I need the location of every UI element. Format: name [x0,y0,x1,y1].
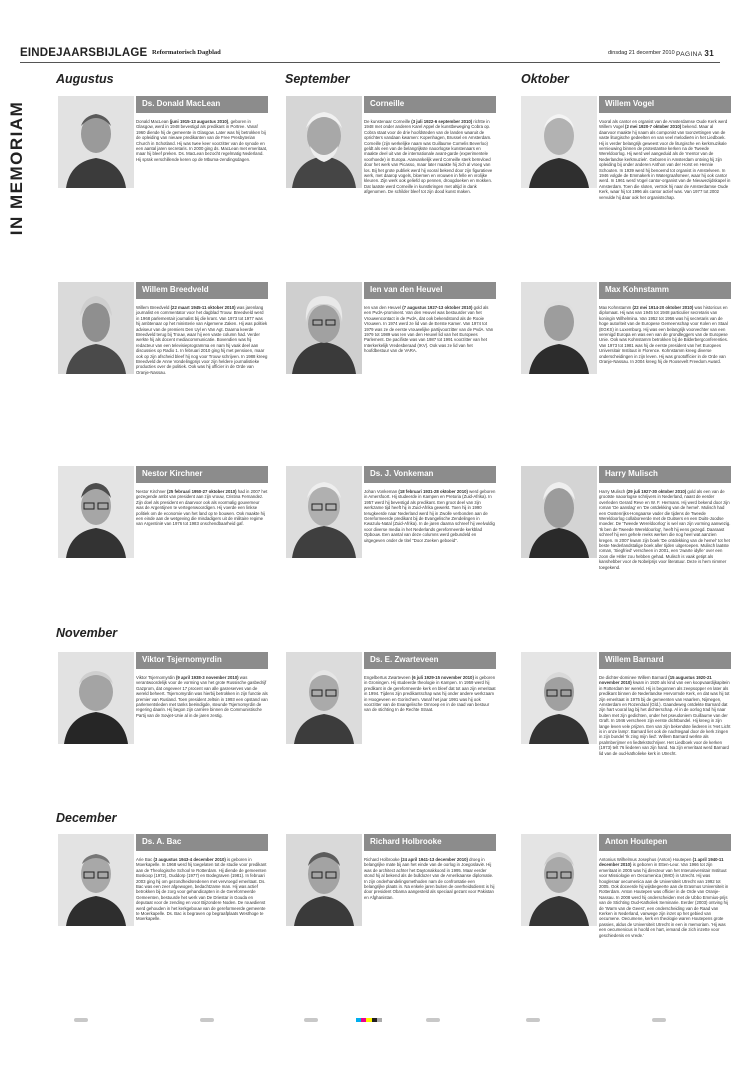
portrait-photo [521,96,597,188]
obituary-entry [286,652,496,822]
biography-text: Richard Holbrooke (24 april 1941-13 december 2010) droeg in belangrijke mate bij aan het einde van de oorlog in Joegoslavië. Hij was de architect achter het Daytonakkoord in 1995. Maar eerder stond hij al bekend als de bulldozer van de Amerikaanse diplomatie. In zijn onderhandelingsmethoden nam de confrontatie een belangrijke plaats in. Na enkele jaren buiten de overheidsdienst is hij door president Obama aangesteld als speciaal gezant voor Pakistan en Afghanistan. [364,857,495,900]
obituary-entry [521,466,731,636]
portrait-photo [521,834,597,926]
person-name: Willem Breedveld [142,285,209,294]
life-dates: (7 augustus 1927-13 oktober 2010) [402,305,473,310]
life-dates: (25 februari 1950-27 oktober 2010) [167,489,237,494]
obituary-entry [286,834,496,1004]
portrait-photo [521,466,597,558]
biography-text: Nestor Kirchner (25 februari 1950-27 oktober 2010) had in 2007 het gezegende ambt van president aan zijn vrouw, Cristina Fernandez. Zijn doel als president en daarvoor ook als voormalig gouverneur was de Argentijnen te vertegenwoordigen. Hij voerde een linkse politiek om de economie van het land op te bouwen. Ook maakte hij een einde aan de wetgeving die misdadigers uit de militaire regime van Argentinië van 1976 tot 1983 onschendbaarheid gaf. [136,489,268,527]
person-name: Richard Holbrooke [370,837,442,846]
obituary-entry [521,96,731,266]
newspaper-name: Reformatorisch Dagblad [152,49,221,56]
month-september: September [285,72,350,86]
portrait-photo [58,652,134,744]
person-name: Nestor Kirchner [142,469,203,478]
obituary-entry [286,96,496,266]
month-august: Augustus [56,72,114,86]
life-dates: (15 augustus 1920-21 november 2010) [599,675,712,686]
page-label: PAGINA [676,51,703,58]
biography-text: Willem Breedveld (22 maart 1945-11 oktober 2010) was jarenlang journalist en commentator voor het dagblad Trouw. Breedveld werd in 1968 parlementair journalist bij die krant. Van 1973 tot 1977 was hij ambtenaar op het ministerie van Algemene Zaken. Hij was politiek adviseur van de premiers Den Uyl en Van Agt. Daarna keerde Breedveld terug bij Trouw, waar hij een vaste column had. Verder werkte hij als docent mediacommunicatie. Bovendien was hij redacteur van een televisieprogramma en nam hij vaak deel aan discussies op Radio 1. In februari 2010 ging hij met pensioen, maar ook op zijn afscheid bleef hij nog voor Trouw schrijven. In 1988 kreeg Breedveld de Anne Vondelingprijs voor zijn heldere journalistieke producties over de politiek. Ook was hij officier in de Orde van Oranje-Nassau. [136,305,268,375]
portrait-photo [521,282,597,374]
life-dates: (6 juli 1929-15 november 2010) [411,675,474,680]
life-dates: (3 augustus 1943-4 december 2010) [153,857,226,862]
obituary-entry [58,834,268,1004]
person-name: Ds. E. Zwarteveen [370,655,439,664]
life-dates: (22 mei 1914-20 oktober 2010) [632,305,694,310]
biography-text: Donald MacLean (juni 1915-13 augustus 2010), geboren in Glasgow, werd in 1948 bevestigd als predikant in Portree. Vanaf 1960 diende hij de gemeente in Glasgow. Later was hij betrokken bij de opleiding van nieuwe predikanten van de Free Presbyterian Church in Schotland. Hij was twee keer voorzitter van de synode en een aantal jaren secretaris. In 2000 ging ds. MacLean met emeritaat, maar hij bleef preken. Ds. MacLean bezocht regelmatig Nederland. Hij sprak verschillende keren op de Mbuma-zendingsdagen. [136,119,268,162]
month-november: November [56,626,118,640]
color-calibration-bar [356,1018,382,1022]
obituary-entry [521,652,731,822]
person-name: Ds. A. Bac [142,837,182,846]
page-number: 31 [704,49,715,58]
life-dates: (2 mei 1920-7 oktober 2010) [625,124,682,130]
obituary-entry [521,834,731,1004]
vertical-title-text: IN MEMORIAM [7,100,26,236]
section-title: EINDEJAARSBIJLAGE [20,47,148,59]
portrait-photo [521,652,597,744]
biography-text: Harry Mulisch (29 juli 1927-30 oktober 2010) gold als een van de grootste naoorlogse schrijvers in Nederland, naast de eerder overleden Gerard Reve en W. F. Hermans. Hij werd bekend door zijn roman 'De aanslag' en 'De ontdekking van de hemel'. Mulisch had een Oostenrijks-Hongaarse vader die tijdens de Tweede Wereldoorlog collaboreerde met de Duitsers en een Duits-Joodse moeder. De 'Tweede Wereldoorlog' is wel van zijn vorming aanwezig. 'Ik ben de Tweede Wereldoorlog', heeft hij eens gezegd. Daaraast schreef hij een gehele reeks werken die nog heel wat aanzien kregen. In 2007 kwam zijn boek 'De ontdekking van de hemel' tot het beste Nederlandstalige boek aller tijden uitgeroepen. Mulisch laatste roman, 'Siegfried' verscheen in 2001, een 'zwarte idylle' over een zoon die Hitler zou hebben gehad. Mulisch is vaak getipt als kanshebber voor de Nobelprijs voor literatuur. Deze is hem nimmer toegekend. [599,489,731,570]
person-name: Ien van den Heuvel [370,285,443,294]
life-dates: (juni 1915-13 augustus 2010) [169,119,229,124]
biography-text: De dichter-dominee Willem Barnard (15 augustus 1920-21 november 2010) kwam in 1920 als kind van een koopvaardijkapitein in Rotterdam ter wereld. Hij is begonnen als zeepsopper en later als predikant binnen de Nederlandse Hervormde Kerk, en dat was hij tot zijn emeritaat in 1975 bij de gemeenten van Haarlem, Nijmegen, Amsterdam en Rozendaal (Gld.). Gaandeweg ontdekte Barnard dat zijn hart vooral lag bij het dichterschap. Al in de oorlog trad hij naar buiten met zijn gedichten, onder het pseudoniem Guillaume van der Graft. In 1946 verscheen zijn eerste dichtbundel. Hij kreeg in zijn lange leven vele prijzen. Een van zijn bekendste liederen is 'Het Licht is in onze lamp'. Barnard liet ook de nachtegaal door de kerk zingen in zijn bundel 'Ik zing mijn lied'. Willem Barnard werkte als psalmberijmer en liedtekstschrijver. Het Liedboek voor de kerken (1973) telt 76 liederen van zijn hand. Na zijn emeritaat werd Barnard lid van de oud-katholieke kerk in Utrecht. [599,675,731,756]
biography-text: Antonius Wilhelmus Josephus (Anton) Houtepen (1 april 1940-11 december 2010) is geboren in Etten-Leur. Van 1966 tot zijn emeritaat in 2005 was hij directeur van het Interuniversitair Instituut voor Missiologie en Oecumenica (IIMO) in Utrecht. Hij was hoogleraar oecumenica aan de Universiteit Utrecht van 1992 tot 2005. Ook doceerde hij wijsbegeerte aan de Erasmus Universiteit in Rotterdam. Anton Houtepen was officier in de Orde van Oranje-Nassau. In 2008 werd hij onderscheiden met de Ubbo Emmius-prijs van de Stichting Oud-Katholiek Seminarie. Eerder (2003) ontving hij de 'Warm van de Geest', een onderscheiding van de Raad van Kerken in Nederland, vanwege zijn inzet op het gebied van oecumene. Oecumene, kerk en theologie waren Houtepens grote passies, aldus de Universiteit Utrecht in een in memoriam. 'Hij was een oecumenicus in hoofd en hart, iemand die zich inzette voor geschiedenis en vrede.' [599,857,729,938]
print-registration-marks [0,1018,738,1028]
biography-text: Vooral als cantor en organist van de Amsterdamse Oude Kerk werd Willem Vogel (2 mei 1920-7 oktober 2010) bekend. Maar al daarvoor maakte hij naam als componist van toonzettingen van de vaste liturgische gedeelten en van veel melodieën in het Liedboek. Hij is verder belangrijk geweest voor de liturgische en kerkmuzikale vernieuwing binnen de protestantse kerken na de Tweede Wereldoorlog. Hij werd wel aangeduid als de 'mentor van de Nederlandse kerkmuziek'. Geboren in Amsterdam ontving hij zijn opleiding bij onder anderen Anthon van der Horst en Hennie Schouten. In 1939 werd hij benoemd tot organist in Amstelveen. In 1946 volgde de Emmakerk in Watergraafsmeer, waar hij ook cantor werd. In 1961 werd Vogel cantor-organist van de Nieuwezijdskapel in Amsterdam. Toen die sloten, vertrok hij naar de Amsterdamse Oude Kerk, waar hij tot 1996 als cantor actief was. Van 1977 tot 2002 vervulde hij daar ook het organistschap. [599,119,731,200]
biography-text: Max Kohnstamm (22 mei 1914-20 oktober 2010) was historicus en diplomaat. Hij was van 1945 tot 1948 particulier secretaris van koningin Wilhelmina. Van 1952 tot 1956 was hij secretaris van de hoge autoriteit van de Europese Gemeenschap voor Kolen en Staal (EGKS) in Luxemburg. Hij was een belangrijk voorvechter van een verenigd Europa en was een van de grondleggers van de Europese Unie. Ook was Kohnstamm betrokken bij de Bilderbergconferenties. Van 1973 tot 1981 was hij de eerste president van het Europees Universitair Instituut in Florence. Kohnstamm kreeg diverse onderscheidingen in zijn leven. Hij was grootofficier in de Orde van Oranje-Nassau. In 2004 kreeg hij de Roosevelt Freedom Award. [599,305,728,365]
life-dates: (18 februari 1931-28 oktober 2010) [398,489,468,494]
life-dates: (24 april 1941-13 december 2010) [400,857,468,862]
person-name: Willem Vogel [605,99,655,108]
month-december: December [56,811,117,825]
person-name: Ds. Donald MacLean [142,99,221,108]
obituary-entry [58,466,268,636]
person-name: Anton Houtepen [605,837,668,846]
person-name: Viktor Tsjernomyrdin [142,655,222,664]
obituary-entry [286,282,496,452]
biography-text: Johan Vonkeman (18 februari 1931-28 oktober 2010) werd geboren in Amersfoort. Hij studeerde in Kampen en Pretoria (Zuid-Afrika). In 1957 werd hij bevestigd als predikant. Een groot deel van zijn werkzame tijd heeft hij in Zuid-Afrika gewerkt. Toen hij in 1990 terugkeerde naar Nederland werd hij in Zwolle verbonden aan de Gereformeerde predikant bij de Evangelische Zendelingen in Kwazulu-Natal (Zuid-Afrika). In de jaren daarna schreef hij veelvuldig voor diverse media in het Nederlands gereformeerde kerkblad Opbouw. Een aantal van deze columns werd gebundeld en uitgegeven onder de titel "Door Zoeken geboeid". [364,489,496,543]
portrait-photo [286,466,362,558]
registration-mark [526,1018,540,1022]
obituary-entry [58,652,268,822]
registration-mark [652,1018,666,1022]
biography-text: Arie Bac (3 augustus 1943-4 december 2010) is geboren in Moerkapelle. In 1968 werd hij toegelaten tot de studie voor predikant aan de Theologische School te Rotterdam. Hij diende de gemeenten Boskoop (1972), Ouddorp (1977) en Bodegraven (1981). In februari 2003 ging hij om gezondheidsredenen met vervroegd emeritaat. Ds. Bac was een zeer afgewogen, bedachtzame man. Hij was actief betrokken bij de zorg voor gehandicapten in de Gereformeerde Gemeenten, bestuurde het werk van De Driestar in Gouda en deputaat voor de zending en voor Bijzondere Noden. De rouwdienst werd gehouden in het kerkgebouw van de gereformeerde gemeente te Moerkapelle. Ds. Bac is begraven op begraafplaats Westhoge te Moerkapelle. [136,857,267,922]
registration-mark [74,1018,88,1022]
life-dates: (3 juli 1922-6 september 2010) [411,119,473,124]
life-dates: (9 april 1938-3 november 2010) [175,675,239,680]
portrait-photo [58,96,134,188]
biography-text: Ien van den Heuvel (7 augustus 1927-13 oktober 2010) gold als een PvdA-prominent. Van den Heuvel was bestuurder van het Vrouwencontact in de PvdA, dat ook bekendstond als de Rooie Vrouwen. In 1974 werd ze lid van de Eerste Kamer. Van 1974 tot 1979 was ze de eerste vrouwelijke partijvoorzitter van de PvdA. Van 1979 tot 1989 was Ien van den Heuvel lid van het Europees Parlement. De pacifiste was van 1987 tot 1991 voorzitter van het Interkerkelijk Vredesberaad (IKV). Ook was ze lid van het hoofdbestuur van de VARA. [364,305,494,354]
portrait-photo [286,282,362,374]
person-name: Max Kohnstamm [605,285,670,294]
issue-date: dinsdag 21 december 2010 [608,50,675,56]
biography-text: Engelbertus Zwarteveen (6 juli 1929-15 november 2010) is geboren in Groningen. Hij studeerde theologie in Kampen. In 1959 werd hij predikant in de gereformeerde kerk en bleef dat tot aan zijn emeritaat in 1994. Tijdens zijn predikantschap was hij onder andere werkzaam in Hoogeveen en Gorinchem. Vanaf het jaar 1991 was hij ook voorzitter van de Evangelische Omroep en in de raad van bestuur van de stichting In de Rechte Straat. [364,675,496,713]
obituary-entry [286,466,496,636]
biography-text: Viktor Tsjernomyrdin (9 april 1938-3 november 2010) was verantwoordelijk voor de vorming van het grote Russische gasbedrijf Gazprom, dat ongeveer 17 procent van alle gasreserves van de wereld beheert. Tsjernomyrdin was hierbij betrokken in zijn functie als premier van Rusland. Toen president Jeltsin in 1993 een opstand van parlementsleden met tanks beëindigde, steunde Tsjernomyrdin de regering daarin. Hij begon zijn carrière binnen de Communistische Partij van de Sovjet-Unie al in de jaren zestig. [136,675,268,718]
portrait-photo [286,96,362,188]
obituary-entry [521,282,731,452]
biography-text: De kunstenaar Corneille (3 juli 1922-6 september 2010) richtte in 1948 met onder anderen Karel Appel de kunstbeweging Cobra op. Cobra staat voor de drie hoofdsteden van de landen waaruit de oprichters vandaan kwamen: Kopenhagen, Brussel en Amsterdam. Corneille (zijn werkelijke naam was Guillaume Cornelis Beverloo) geldt als een van de belangrijkste naoorlogse kunstenaars en maakte deel uit van de internationale avant-garde (experimentele voorhoede) in Europa. Aanvankelijk werd Corneille sterk beïnvloed door het werk van Picasso, maar later maakte hij zich al vroeg van los. Bij het grote publiek werd hij vooral bekend door zijn figuratieve werk, met daarop vogels, bloemen en vrouwen in felle en vrolijke kleuren. Zijn werk ook geliefd op pennen, droogdoeken en mokken. Dat laatste werd Corneille in kunstkringen met altijd in dank afgenomen. De schilder bleef tot zijn dood kunst maken. [364,119,493,195]
person-name: Corneille [370,99,405,108]
obituary-entry [58,96,268,266]
month-october: Oktober [521,72,569,86]
life-dates: (22 maart 1945-11 oktober 2010) [170,305,236,310]
vertical-title [4,88,30,248]
registration-mark [426,1018,440,1022]
registration-mark [304,1018,318,1022]
person-name: Harry Mulisch [605,469,658,478]
header-rule [20,62,720,63]
person-name: Ds. J. Vonkeman [370,469,434,478]
obituary-entry [58,282,268,452]
portrait-photo [286,652,362,744]
portrait-photo [58,834,134,926]
life-dates: (29 juli 1927-30 oktober 2010) [626,489,687,494]
registration-mark [200,1018,214,1022]
portrait-photo [58,466,134,558]
page-indicator [676,49,714,58]
life-dates: (1 april 1940-11 december 2010) [599,857,724,868]
person-name: Willem Barnard [605,655,664,664]
portrait-photo [286,834,362,926]
masthead [20,47,720,61]
portrait-photo [58,282,134,374]
